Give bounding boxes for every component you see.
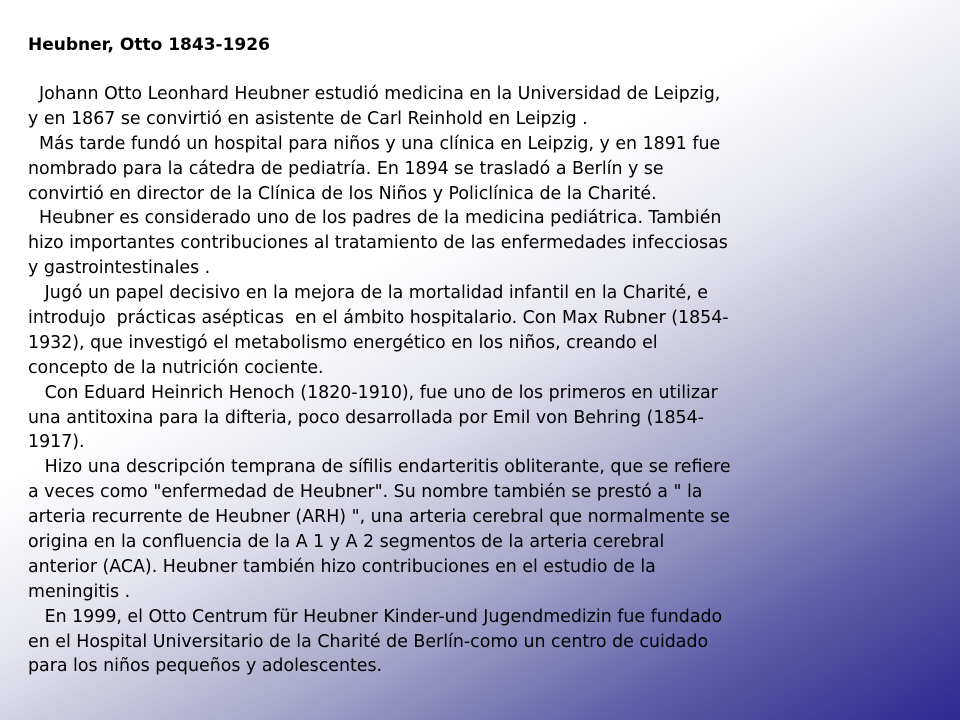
text-line: hizo importantes contribuciones al tratamiento de las enfermedades infecciosas: [28, 233, 728, 254]
text-line: origina en la confluencia de la A 1 y A 2 segmentos de la arteria cerebral: [28, 532, 665, 553]
text-line: Hizo una descripción temprana de sífilis endarteritis obliterante, que se refiere: [28, 457, 731, 478]
slide-title: Heubner, Otto 1843-1926: [28, 35, 270, 55]
text-line: una antitoxina para la difteria, poco desarrollada por Emil von Behring (1854-: [28, 407, 704, 428]
text-line: Más tarde fundó un hospital para niños y una clínica en Leipzig, y en 1891 fue: [28, 133, 721, 154]
text-line: concepto de la nutrición cociente.: [28, 357, 324, 378]
text-line: para los niños pequeños y adolescentes.: [28, 656, 383, 677]
text-line: y gastrointestinales .: [28, 258, 211, 279]
slide-body-text: [28, 82, 928, 679]
text-line: 1917).: [28, 432, 85, 453]
text-line: Jugó un papel decisivo en la mejora de la mortalidad infantil en la Charité, e: [28, 283, 708, 304]
text-line: Heubner es considerado uno de los padres de la medicina pediátrica. También: [28, 208, 722, 229]
text-line: anterior (ACA). Heubner también hizo contribuciones en el estudio de la: [28, 556, 656, 577]
text-line: arteria recurrente de Heubner (ARH) ", una arteria cerebral que normalmente se: [28, 507, 730, 528]
text-line: meningitis .: [28, 581, 131, 602]
text-line: convirtió en director de la Clínica de los Niños y Policlínica de la Charité.: [28, 183, 657, 204]
text-line: introdujo prácticas asépticas en el ámbito hospitalario. Con Max Rubner (1854-: [28, 308, 729, 329]
text-line: En 1999, el Otto Centrum für Heubner Kinder-und Jugendmedizin fue fundado: [28, 606, 723, 627]
text-line: Johann Otto Leonhard Heubner estudió medicina en la Universidad de Leipzig,: [28, 84, 721, 104]
text-line: a veces como "enfermedad de Heubner". Su nombre también se prestó a " la: [28, 482, 703, 503]
text-line: 1932), que investigó el metabolismo energético en los niños, creando el: [28, 332, 658, 353]
text-line: nombrado para la cátedra de pediatría. En 1894 se trasladó a Berlín y se: [28, 158, 664, 179]
text-line: Con Eduard Heinrich Henoch (1820-1910), fue uno de los primeros en utilizar: [28, 382, 718, 403]
text-line: en el Hospital Universitario de la Charité de Berlín-como un centro de cuidado: [28, 631, 709, 652]
text-line: y en 1867 se convirtió en asistente de Carl Reinhold en Leipzig .: [28, 108, 588, 129]
